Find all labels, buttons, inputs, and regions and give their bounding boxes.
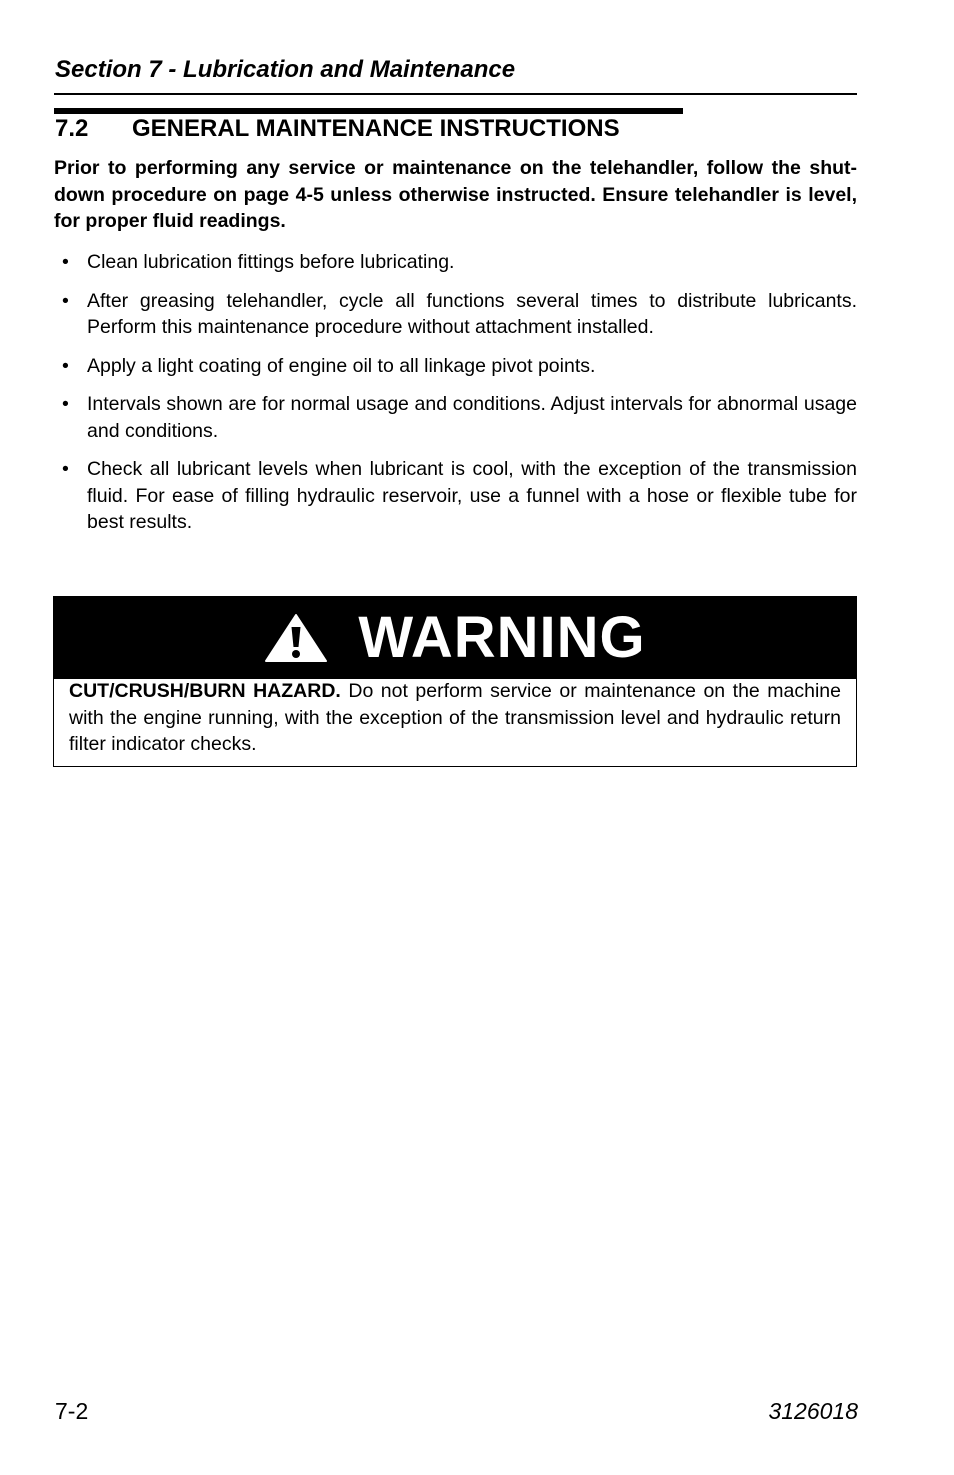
section-number: 7.2 [55,115,89,142]
warning-text [54,678,856,758]
list-item-text: Check all lubricant levels when lubricant is cool, with the exception of the transmission fluid. For ease of filling hydraulic reservoir, use a funnel with a hose or flexible tube for best results. [87,458,857,533]
document-number: 3126018 [768,1398,858,1424]
bullet-icon: • [62,354,69,377]
warning-heading: WARNING [358,605,646,670]
list-item [54,249,857,276]
section-heading [55,115,620,143]
instruction-list [54,249,857,548]
warning-box [53,596,857,767]
list-item [54,456,857,536]
bullet-icon: • [62,251,69,273]
list-item-text: Clean lubrication fittings before lubricating. [87,251,455,273]
warning-banner [54,597,856,679]
section-title: GENERAL MAINTENANCE INSTRUCTIONS [132,115,620,142]
list-item-text: After greasing telehandler, cycle all functions several times to distribute lubricants. Perform this maintenance procedure without attachment installed. [87,289,857,338]
list-item [54,353,857,380]
intro-paragraph: Prior to performing any service or maintenance on the telehandler, follow the shut-down procedure on page 4-5 unless otherwise instructed. Ensure telehandler is level, for proper fluid readings. [54,157,857,232]
bullet-icon: • [62,393,69,415]
bullet-icon: • [62,289,69,312]
list-item [54,288,857,341]
page-header-title: Section 7 - Lubrication and Maintenance [55,56,516,83]
hazard-label: CUT/CRUSH/BURN HAZARD. [69,680,341,702]
bullet-icon: • [62,458,69,480]
list-item-text: Intervals shown are for normal usage and conditions. Adjust intervals for abnormal usage and conditions. [87,393,857,442]
header-rule [54,93,857,95]
list-item [54,391,857,444]
page-number: 7-2 [55,1398,89,1424]
warning-body: Do not perform service or maintenance on the machine with the engine running, with the exception of the transmission level and hydraulic return filter indicator checks. [69,680,842,755]
section-bar [54,108,683,114]
list-item-text: Apply a light coating of engine oil to all linkage pivot points. [87,354,596,377]
warning-triangle-icon [264,613,328,663]
